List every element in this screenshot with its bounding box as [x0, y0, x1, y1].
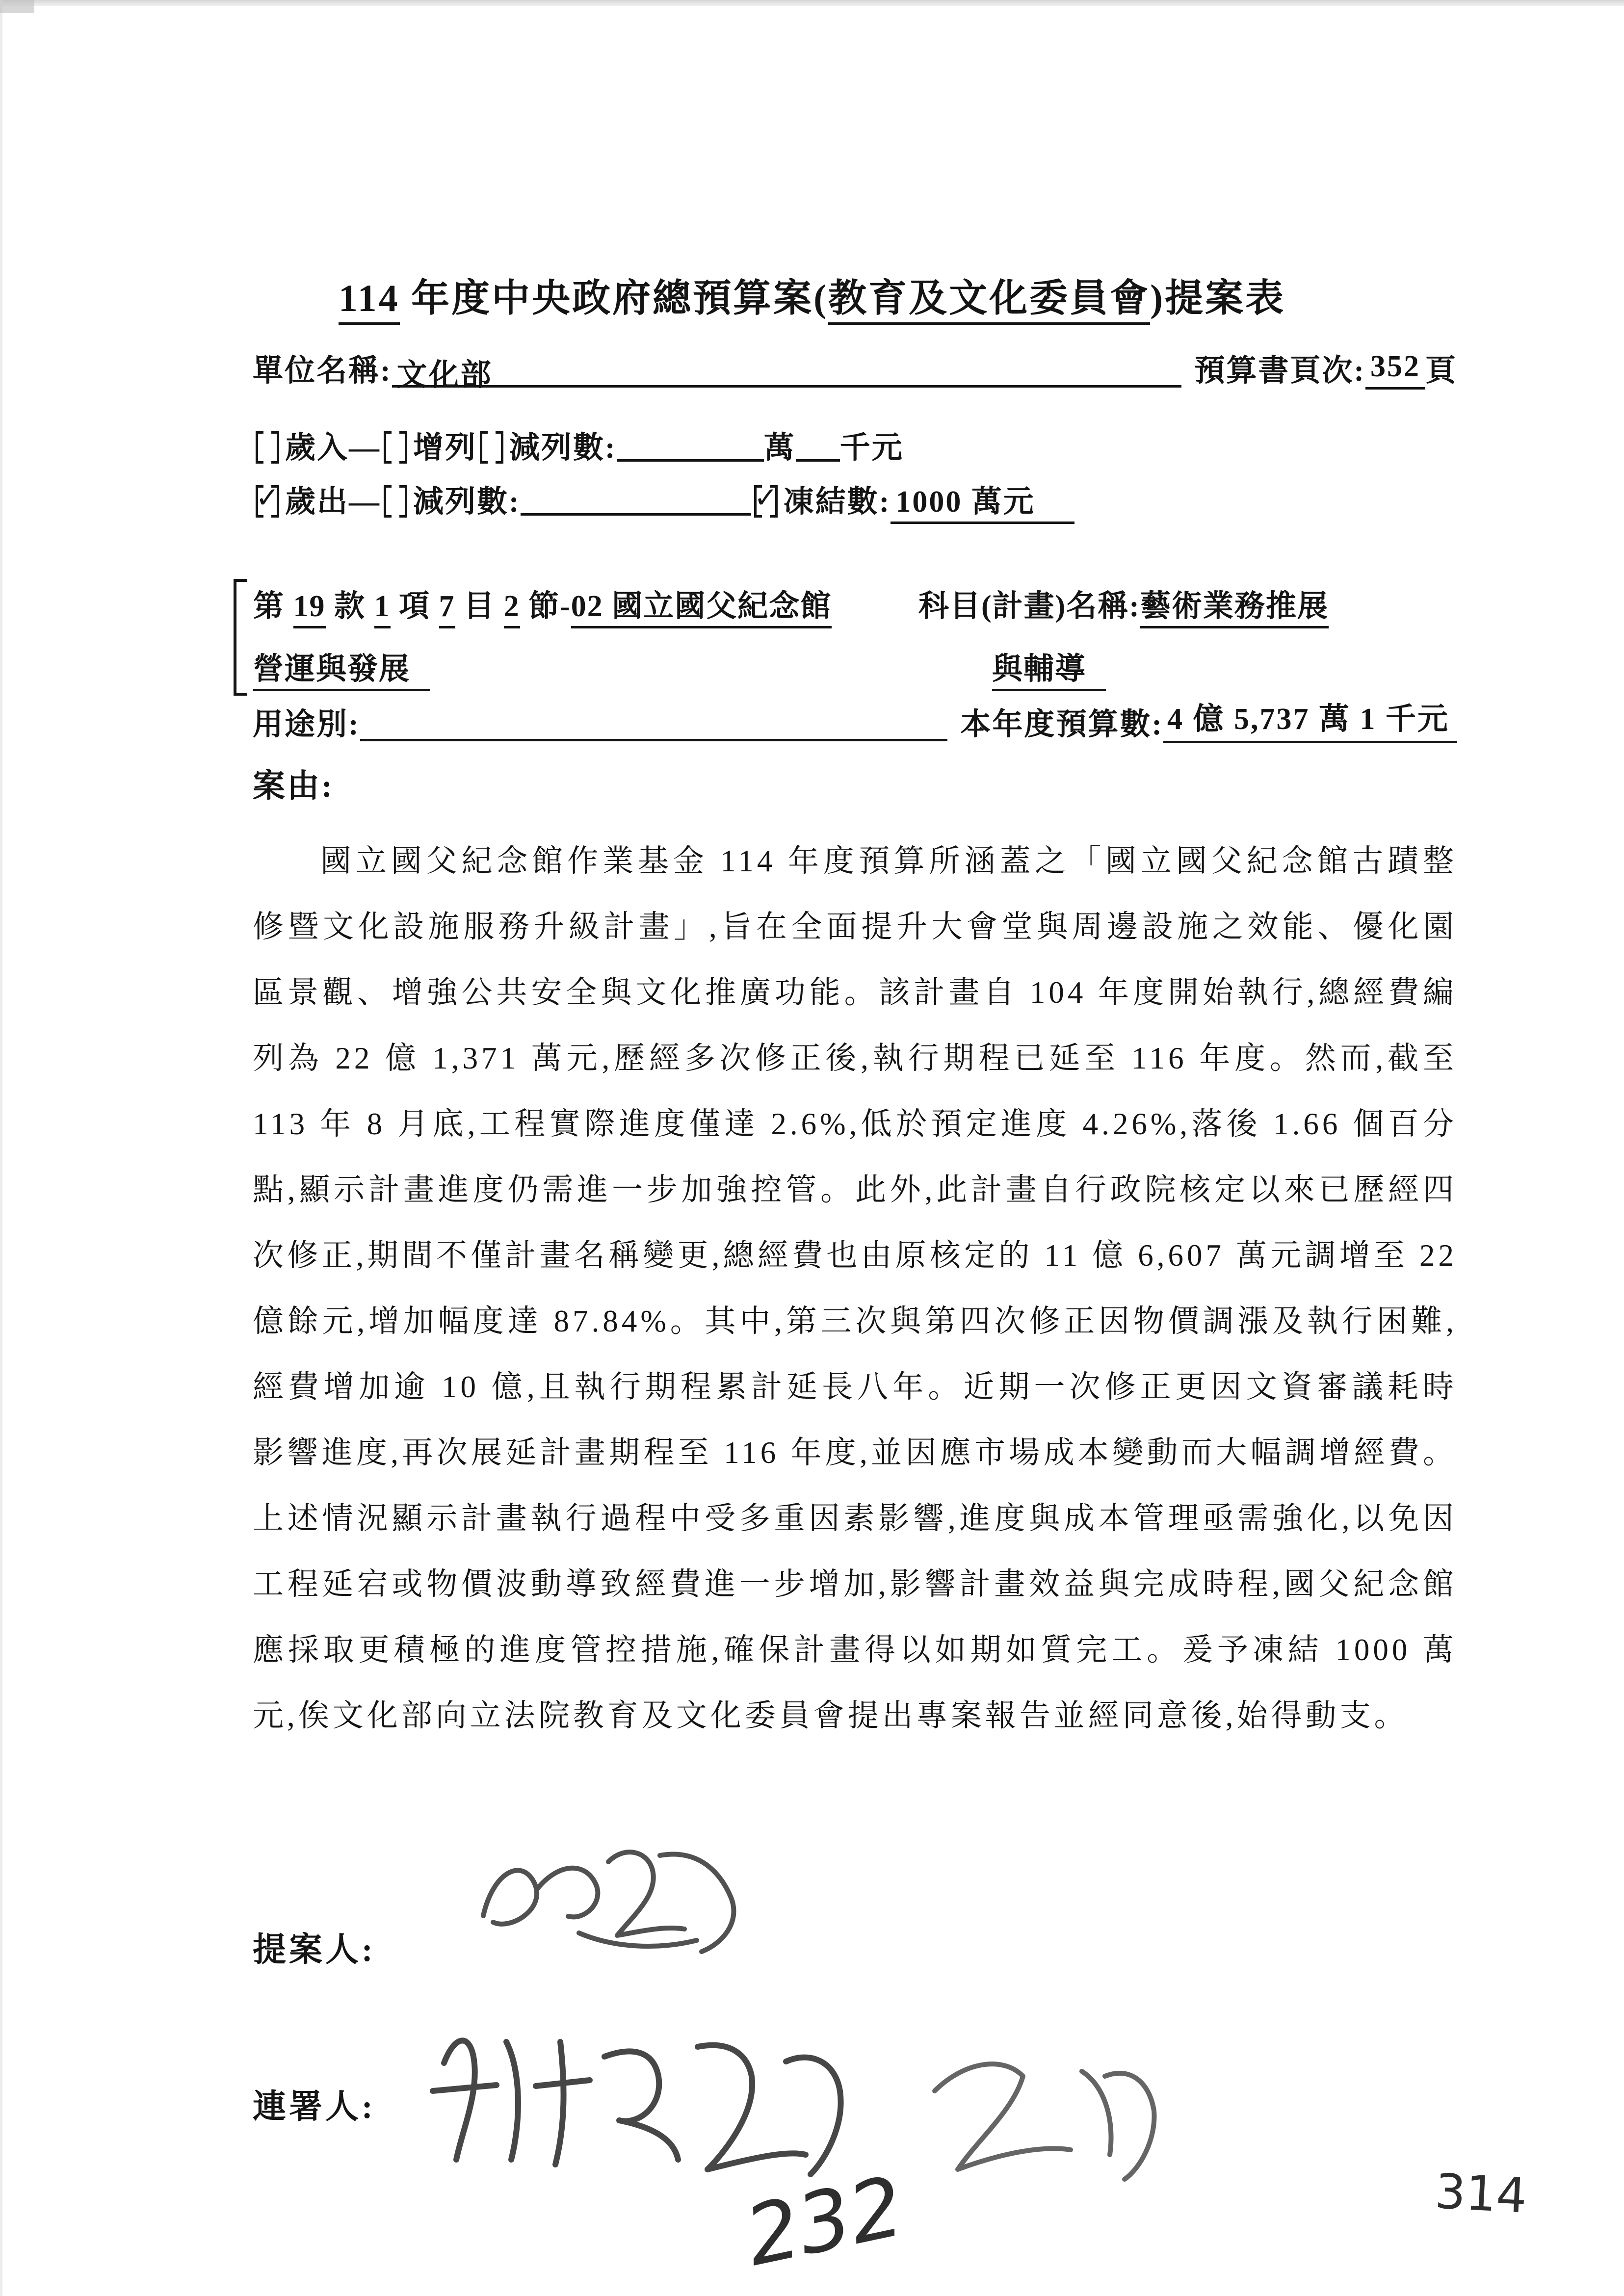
plan-name-line2 — [992, 638, 1329, 701]
usage-row — [253, 694, 1457, 743]
budget-page-unit: 頁 — [1425, 354, 1457, 388]
cosigner-signature-2 — [935, 2064, 1154, 2179]
freeze-checkbox-checked — [754, 481, 780, 518]
budget-item-line1 — [253, 575, 901, 638]
unit-name-row — [253, 346, 1457, 390]
revenue-cut-checkbox — [480, 431, 503, 464]
item-agency-name: 02 國立國父紀念館 — [571, 590, 832, 628]
item-text: 項 — [390, 590, 439, 623]
item-agency-name-continued: 營運與發展 — [253, 652, 430, 691]
title-committee: 教育及文化委員會 — [828, 277, 1150, 325]
item-text: 目 — [455, 590, 504, 623]
expense-checkbox-checked — [256, 481, 281, 518]
revenue-label: 歲入 — [285, 431, 349, 465]
cause-body-paragraph: 國立國父紀念館作業基金 114 年度預算所涵蓋之「國立國父紀念館古蹟整修暨文化設施服務升級計畫」,旨在全面提升大會堂與周邊設施之效能、優化園區景觀、增強公共安全與文化推廣功能。該計畫自 104 年度開始執行,總經費編列為 22 億 1,371 萬元,歷經多次修正後,執行期程已延至 116 年度。然而,截至 113 年 8 月底,工程實際進度僅達 2.6%,低於預定進度 4.26%,落後 1.66 個百分點,顯示計畫進度仍需進一步加強控管。此外,此計畫自行政院核定以來已歷經四次修正,期間不僅計畫名稱變更,總經費也由原核定的 11 億 6,607 萬元調增至 22 億餘元,增加幅度達 87.84%。其中,第三次與第四次修正因物價調漲及執行困難,經費增加逾 10 億,且執行期程累計延長八年。近期一次修正更因文資審議耗時影響進度,再次展延計畫期程至 116 年度,並因應市場成本變動而大幅調增經費。上述情況顯示計畫執行過程中受多重因素影響,進度與成本管理亟需強化,以免因工程延宕或物價波動導致經費進一步增加,影響計畫效益與完成時程,國父紀念館應採取更積極的進度管控措施,確保計畫得以如期如質完工。爰予凍結 1000 萬元,俟文化部向立法院教育及文化委員會提出專案報告並經同意後,始得動支。 — [253, 844, 1457, 1733]
proposer-label: 提案人: — [253, 1931, 376, 1968]
title-year: 114 — [339, 277, 400, 325]
unit-name-label: 單位名稱: — [253, 354, 392, 388]
item-jie-number: 2 — [504, 590, 520, 628]
expense-label: 歲出 — [285, 485, 349, 519]
scan-corner-artifact — [0, 0, 34, 13]
item-text: 第 — [253, 590, 293, 623]
title-mid: 年度中央政府總預算案( — [399, 277, 829, 319]
freeze-value: 1000 萬元 — [891, 485, 1074, 524]
freeze-check-mark: ✓ — [754, 481, 780, 514]
left-bracket — [234, 579, 247, 696]
plan-name-value: 藝術業務推展 — [1140, 590, 1329, 628]
handwritten-page-number-314: 314 — [1434, 2164, 1528, 2224]
revenue-amount-blank-2 — [796, 431, 840, 462]
budget-page-label: 預算書頁次: — [1194, 354, 1365, 388]
usage-blank-line — [360, 704, 948, 741]
expense-dash: — — [349, 485, 381, 519]
budget-page-value: 352 — [1365, 349, 1425, 390]
subject-section — [234, 575, 1329, 701]
revenue-unit-qian: 千元 — [839, 431, 904, 465]
cosigner-label: 連署人: — [253, 2088, 376, 2125]
revenue-dash: — — [349, 431, 381, 465]
cosigner-signature-1 — [433, 2040, 841, 2174]
expense-cut-label: 減列數: — [413, 485, 521, 519]
expense-row — [253, 477, 1074, 521]
budget-item-column — [253, 575, 901, 701]
plan-name-label: 科目(計畫)名稱: — [918, 590, 1140, 623]
plan-name-line1 — [918, 575, 1329, 638]
freeze-label: 凍結數: — [783, 485, 891, 519]
revenue-checkbox — [256, 431, 279, 464]
expense-amount-blank — [521, 485, 751, 516]
revenue-row — [253, 423, 904, 467]
revenue-unit-wan: 萬 — [763, 431, 796, 465]
scan-edge-artifact-top — [0, 0, 1624, 6]
cause-heading: 案由: — [253, 768, 334, 804]
item-kuan-number: 19 — [293, 590, 326, 628]
scan-edge-artifact-left — [0, 0, 2, 2296]
budget-amount-value: 4 億 5,737 萬 1 千元 — [1163, 694, 1457, 743]
expense-check-mark: ✓ — [256, 481, 281, 514]
revenue-add-checkbox — [384, 431, 407, 464]
document-title — [0, 267, 1624, 322]
revenue-cut-label: 減列數: — [509, 431, 617, 465]
usage-label: 用途別: — [253, 708, 360, 741]
revenue-add-label: 增列 — [413, 431, 477, 465]
unit-name-value-line — [392, 350, 1182, 392]
proposer-signature — [483, 1852, 733, 1952]
item-xiang-number: 1 — [374, 590, 391, 628]
item-text: 款 — [325, 590, 374, 623]
handwritten-number-232: 232 — [737, 2158, 912, 2285]
item-text: 節- — [520, 590, 571, 623]
budget-item-line2 — [253, 638, 901, 701]
revenue-amount-blank — [617, 431, 764, 462]
expense-cut-checkbox — [384, 485, 407, 518]
unit-name-value: 文化部 — [396, 359, 493, 392]
plan-name-column — [918, 575, 1329, 701]
item-mu-number: 7 — [439, 590, 455, 628]
budget-amount-label: 本年度預算數: — [960, 708, 1163, 741]
title-suffix: )提案表 — [1150, 277, 1286, 319]
plan-name-value-continued: 與輔導 — [992, 652, 1106, 691]
